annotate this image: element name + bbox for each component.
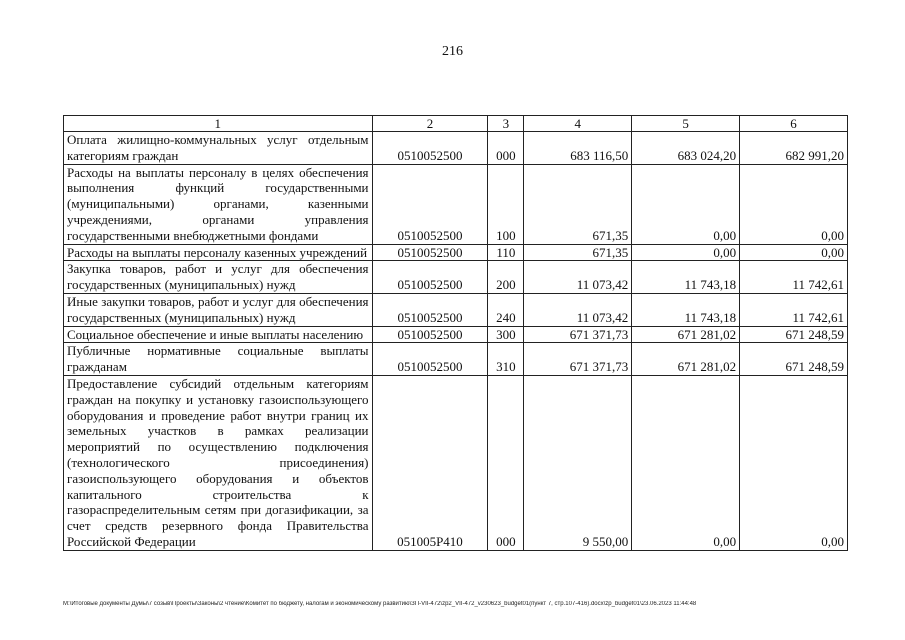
row-expense-type: 200: [488, 261, 524, 294]
row-value-col4: 671 371,73: [524, 343, 632, 376]
column-header: 1: [64, 116, 373, 132]
row-name: Социальное обеспечение и иные выплаты населению: [64, 326, 373, 343]
row-target-code: 0510052500: [372, 244, 488, 261]
row-value-col5: 11 743,18: [632, 293, 740, 326]
row-value-col4: 9 550,00: [524, 375, 632, 550]
row-value-col5: 683 024,20: [632, 132, 740, 165]
table-row: [64, 164, 848, 244]
row-expense-type: 100: [488, 164, 524, 244]
row-value-col5: 11 743,18: [632, 261, 740, 294]
row-name: Расходы на выплаты персоналу казенных учреждений: [64, 244, 373, 261]
row-value-col6: 0,00: [740, 164, 848, 244]
row-value-col4: 11 073,42: [524, 293, 632, 326]
row-name: Закупка товаров, работ и услуг для обеспечения государственных (муниципальных) нужд: [64, 261, 373, 294]
row-target-code: 0510052500: [372, 261, 488, 294]
table-row: [64, 375, 848, 550]
row-value-col4: 683 116,50: [524, 132, 632, 165]
row-target-code: 0510052500: [372, 132, 488, 165]
row-target-code: 0510052500: [372, 326, 488, 343]
table-row: [64, 293, 848, 326]
row-value-col4: 671,35: [524, 244, 632, 261]
row-value-col5: 0,00: [632, 375, 740, 550]
table-row: [64, 244, 848, 261]
row-value-col6: 11 742,61: [740, 293, 848, 326]
table-row: [64, 326, 848, 343]
row-value-col5: 671 281,02: [632, 343, 740, 376]
table-row: [64, 343, 848, 376]
row-expense-type: 000: [488, 132, 524, 165]
table-row: [64, 261, 848, 294]
row-value-col5: 0,00: [632, 164, 740, 244]
column-header: 3: [488, 116, 524, 132]
table-header-row: [64, 116, 848, 132]
row-expense-type: 240: [488, 293, 524, 326]
row-target-code: 051005P410: [372, 375, 488, 550]
row-name: Предоставление субсидий отдельным категориям граждан на покупку и установку газоиспользующего оборудования и проведение работ внутри границ их земельных участков в рамках реализации мероприятий по осуществлению подключения (технологического присоединения) газоиспользующего оборудования и объектов капитального строительства к газораспределительным сетям при догазификации, за счет средств резервного фонда Правительства Российской Федерации: [64, 375, 373, 550]
row-expense-type: 310: [488, 343, 524, 376]
row-name: Иные закупки товаров, работ и услуг для обеспечения государственных (муниципальных) нужд: [64, 293, 373, 326]
row-value-col6: 671 248,59: [740, 343, 848, 376]
row-target-code: 0510052500: [372, 164, 488, 244]
row-value-col6: 0,00: [740, 244, 848, 261]
footer-file-path: M:\Итоговые документы Думы\7 созыв\Проекты\Законы\2 чтение\Комитет по бюджету, налогам и экономическому развитию\ЗП-VII-472\zp2_VII-472_v230623_budget01(пункт 7, стр.107-416).docx\zp_budget01\23.06.2023 11:44:48: [63, 601, 697, 607]
row-value-col6: 682 991,20: [740, 132, 848, 165]
row-name: Публичные нормативные социальные выплаты гражданам: [64, 343, 373, 376]
row-value-col5: 0,00: [632, 244, 740, 261]
column-header: 6: [740, 116, 848, 132]
column-header: 5: [632, 116, 740, 132]
page-number: 216: [442, 44, 463, 59]
row-name: Оплата жилищно-коммунальных услуг отдельным категориям граждан: [64, 132, 373, 165]
row-value-col5: 671 281,02: [632, 326, 740, 343]
row-value-col4: 11 073,42: [524, 261, 632, 294]
row-expense-type: 300: [488, 326, 524, 343]
row-name: Расходы на выплаты персоналу в целях обеспечения выполнения функций государственными (муниципальными) органами, казенными учреждениями, органами управления государственными внебюджетными фондами: [64, 164, 373, 244]
column-header: 2: [372, 116, 488, 132]
row-expense-type: 110: [488, 244, 524, 261]
column-header: 4: [524, 116, 632, 132]
row-target-code: 0510052500: [372, 293, 488, 326]
row-value-col6: 11 742,61: [740, 261, 848, 294]
row-value-col6: 0,00: [740, 375, 848, 550]
budget-table: [63, 115, 848, 551]
row-expense-type: 000: [488, 375, 524, 550]
table-row: [64, 132, 848, 165]
row-value-col4: 671 371,73: [524, 326, 632, 343]
row-target-code: 0510052500: [372, 343, 488, 376]
row-value-col6: 671 248,59: [740, 326, 848, 343]
row-value-col4: 671,35: [524, 164, 632, 244]
